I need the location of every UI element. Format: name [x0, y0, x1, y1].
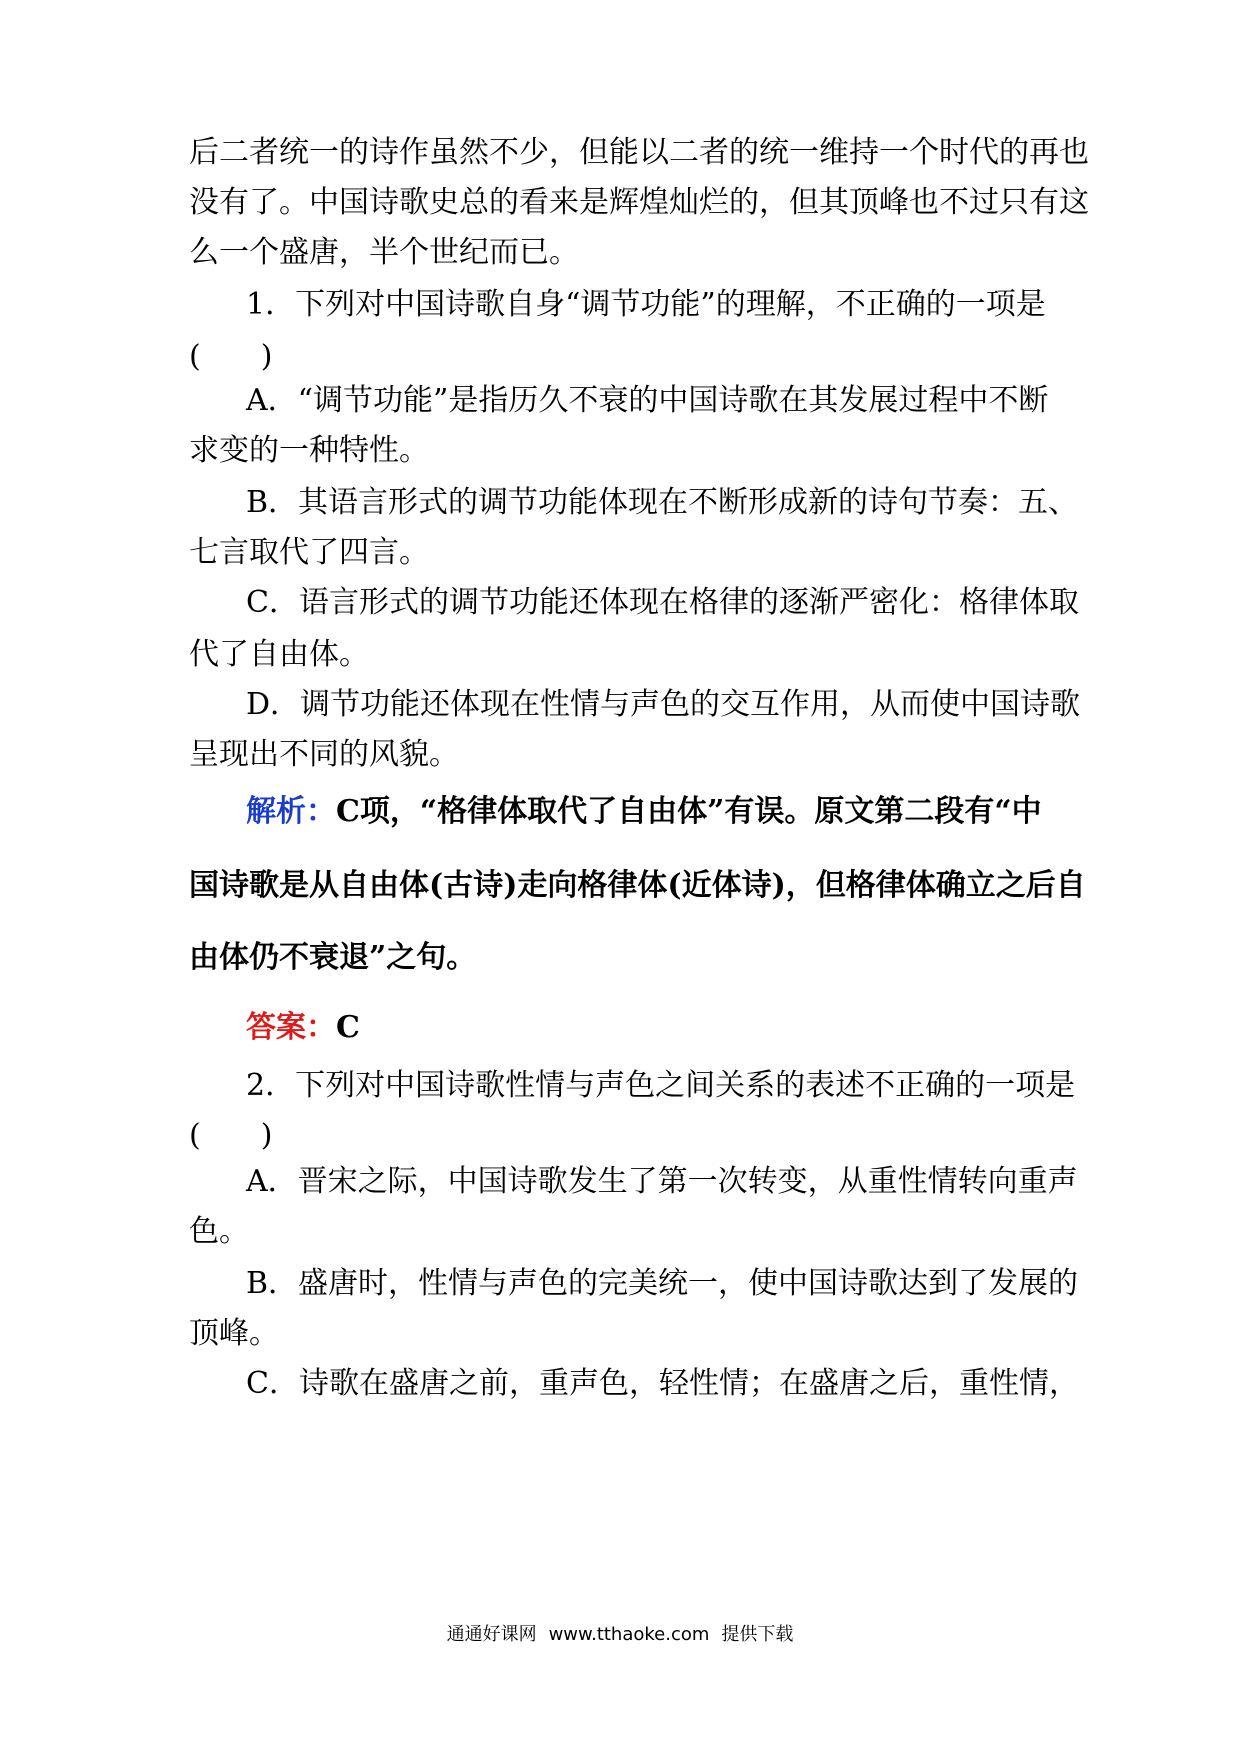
q1-analysis-line: 由体仍不衰退”之句。: [189, 940, 477, 975]
q2-option-a: A．晋宋之际，中国诗歌发生了第一次转变，从重性情转向重声: [246, 1164, 1078, 1199]
question-1-bracket: ( ): [189, 339, 273, 374]
footer-url[interactable]: www.tthaoke.com: [548, 1624, 710, 1645]
question-2-bracket: ( ): [189, 1118, 273, 1153]
question-1-stem: 1．下列对中国诗歌自身“调节功能”的理解，不正确的一项是: [246, 287, 1046, 322]
q1-analysis-line: 国诗歌是从自由体(古诗)走向格律体(近体诗)，但格律体确立之后自: [189, 868, 1086, 903]
q2-option-c: C．诗歌在盛唐之前，重声色，轻性情；在盛唐之后，重性情，: [246, 1366, 1079, 1401]
question-2-stem: 2．下列对中国诗歌性情与声色之间关系的表述不正确的一项是: [246, 1068, 1076, 1103]
analysis-text: C项，“格律体取代了自由体”有误。原文第二段有“中: [336, 794, 1042, 829]
q1-analysis-line: [246, 792, 1042, 832]
passage-line: 后二者统一的诗作虽然不少，但能以二者的统一维持一个时代的再也: [189, 135, 1089, 170]
q1-option-d: D．调节功能还体现在性情与声色的交互作用，从而使中国诗歌: [246, 687, 1081, 722]
q2-option-b: B．盛唐时，性情与声色的完美统一，使中国诗歌达到了发展的: [246, 1266, 1079, 1301]
q1-option-a: A．“调节功能”是指历久不衰的中国诗歌在其发展过程中不断: [246, 383, 1049, 418]
answer-label: 答案：: [246, 1010, 336, 1045]
passage-line: 没有了。中国诗歌史总的看来是辉煌灿烂的，但其顶峰也不过只有这: [189, 185, 1089, 220]
q2-option-a-cont: 色。: [189, 1214, 249, 1249]
page-footer: [0, 1623, 1240, 1647]
q1-answer-line: [246, 1008, 360, 1048]
footer-site-name: 通通好课网: [446, 1624, 537, 1645]
answer-value: C: [336, 1010, 360, 1045]
q2-option-b-cont: 顶峰。: [189, 1316, 279, 1351]
q1-option-d-cont: 呈现出不同的风貌。: [189, 737, 459, 772]
q1-option-a-cont: 求变的一种特性。: [189, 433, 429, 468]
passage-line: 么一个盛唐，半个世纪而已。: [189, 235, 579, 270]
footer-note: 提供下载: [721, 1624, 794, 1645]
q1-option-b: B．其语言形式的调节功能体现在不断形成新的诗句节奏：五、: [246, 485, 1079, 520]
q1-option-c: C．语言形式的调节功能还体现在格律的逐渐严密化：格律体取: [246, 585, 1079, 620]
analysis-label: 解析：: [246, 794, 336, 829]
q1-option-b-cont: 七言取代了四言。: [189, 535, 429, 570]
q1-option-c-cont: 代了自由体。: [189, 637, 369, 672]
